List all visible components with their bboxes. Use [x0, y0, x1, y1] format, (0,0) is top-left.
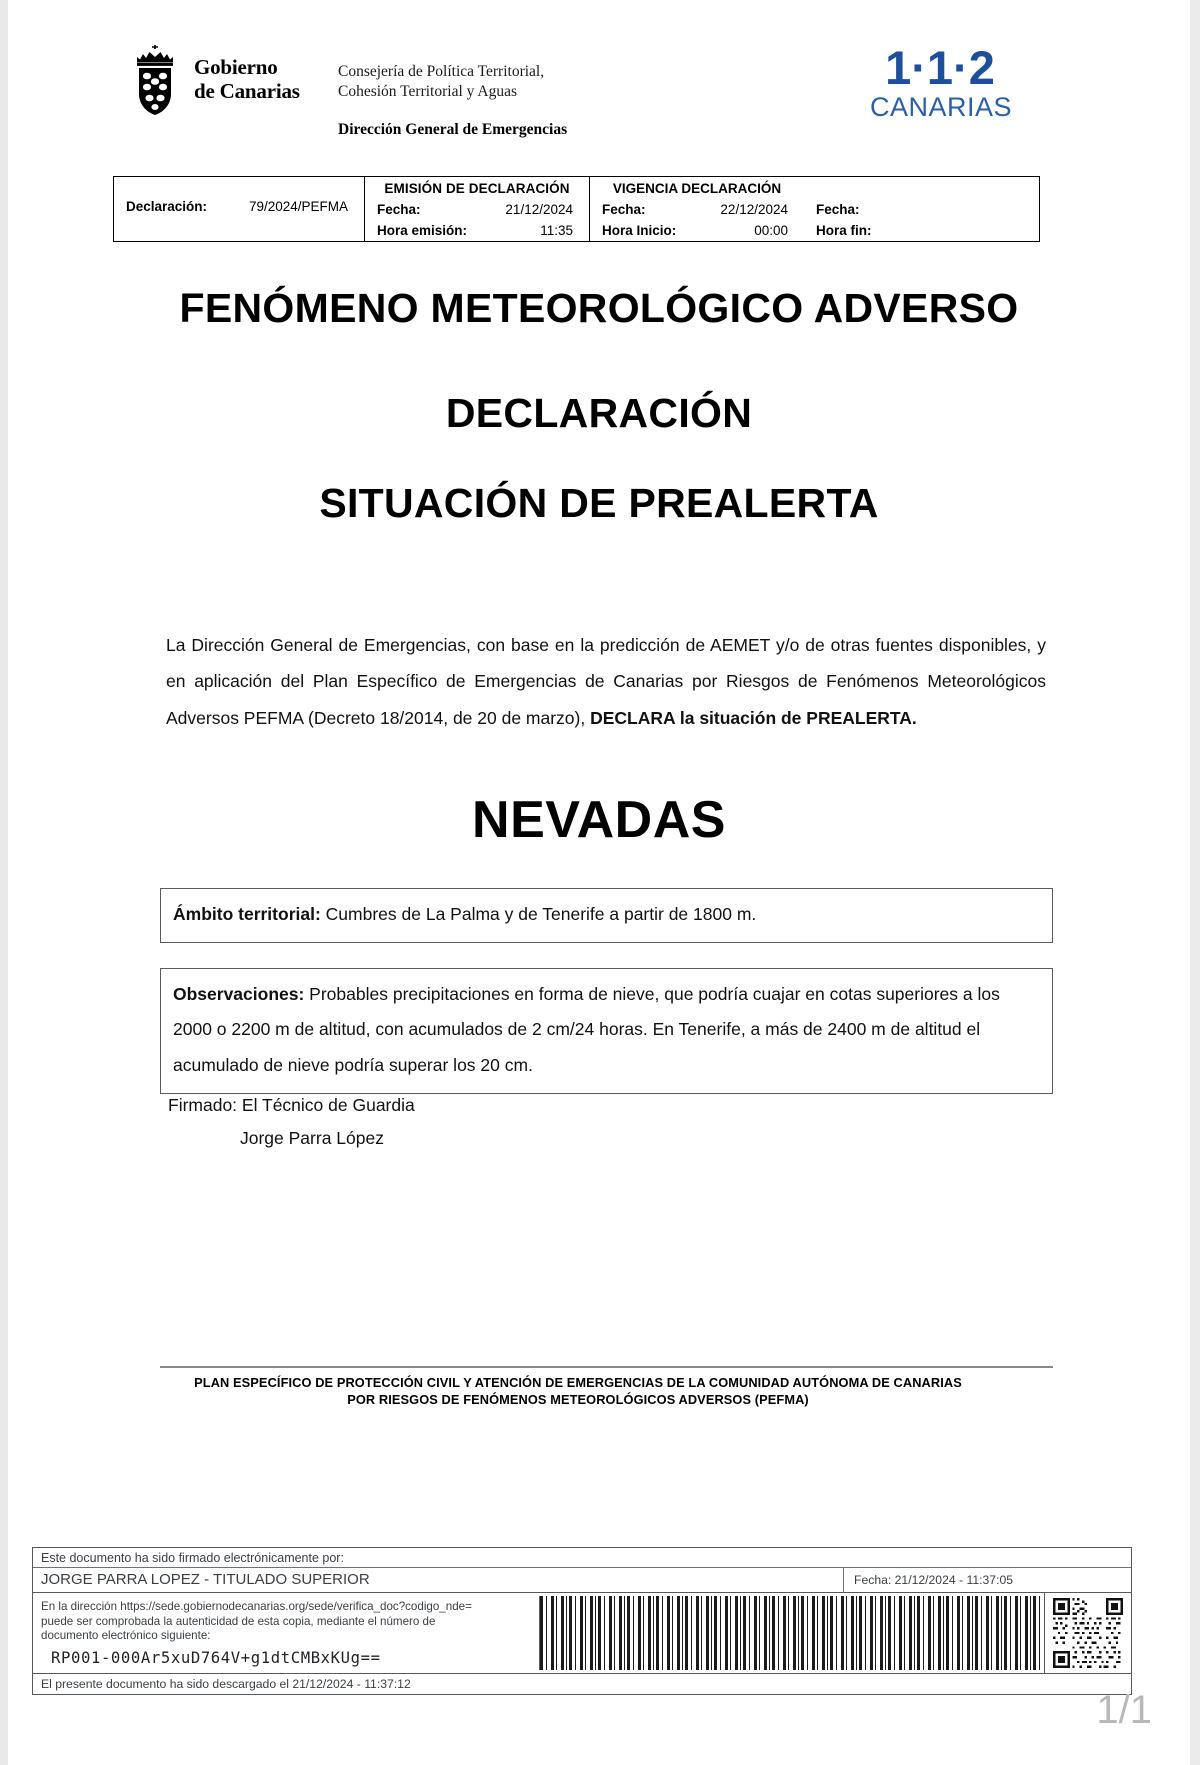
meta-col-vigencia-fin — [804, 177, 1036, 241]
esign-downloaded: El presente documento ha sido descargado el 21/12/2024 - 11:37:12 — [41, 1676, 411, 1691]
vigencia-fin-fecha-row — [804, 199, 1036, 220]
observaciones-label: Observaciones: — [173, 984, 305, 1004]
112-canarias-logo — [870, 41, 1013, 123]
declaracion-label: Declaración: — [126, 199, 208, 214]
paragraph-text: La Dirección General de Emergencias, con base en la predicción de AEMET y/o de otras fuentes disponibles, y en aplicación del Plan Específico de Emergencias de Canarias por Riesgos de Fenómenos Meteorológicos Adversos PEFMA (Decreto 18/2014, de 20 de marzo), — [166, 635, 1046, 728]
declaracion-row — [114, 196, 364, 217]
emision-hora-row — [365, 220, 589, 241]
page-indicator: 1/1 — [1096, 1688, 1152, 1732]
footer-line-2: POR RIESGOS DE FENÓMENOS METEOROLÓGICOS ADVERSOS (PEFMA) — [347, 1392, 809, 1408]
observaciones-text: Probables precipitaciones en forma de nieve, que podría cuajar en cotas superiores a los 2000 o 2200 m de altitud, con acumulados de 2 cm/24 horas. En Tenerife, a más de 2400 m de altitud el acumulado de nieve podría superar los 20 cm. — [173, 984, 1000, 1075]
vigencia-fin-hora-label: Hora fin: — [816, 223, 872, 239]
vigencia-fin-fecha-label: Fecha: — [816, 202, 860, 217]
paragraph-bold-text: DECLARA la situación de PREALERTA. — [590, 707, 917, 728]
112-canarias-word: CANARIAS — [870, 92, 1013, 122]
meta-col-emision — [364, 177, 589, 241]
footer-divider — [160, 1366, 1053, 1368]
page-right-margin — [1190, 0, 1200, 1765]
gobierno-de-canarias-logo — [128, 44, 300, 116]
document-header — [8, 36, 1190, 146]
declaration-meta-table — [113, 176, 1040, 242]
meta-col-declaracion — [114, 177, 364, 241]
gov-line-2: de Canarias — [194, 79, 300, 103]
declaracion-value: 79/2024/PEFMA — [248, 199, 348, 214]
vigencia-inicio-fecha-row — [590, 199, 804, 220]
vigencia-inicio-fecha-label: Fecha: — [602, 202, 646, 217]
emision-fecha-row — [365, 199, 589, 220]
esign-verify-info — [33, 1593, 539, 1673]
esign-document-code: RP001-000Ar5xuD764V+g1dtCMBxKUg== — [51, 1648, 381, 1667]
footer-line-1: PLAN ESPECÍFICO DE PROTECCIÓN CIVIL Y ATENCIÓN DE EMERGENCIAS DE LA COMUNIDAD AUTÓNOMA DE CANARIAS — [194, 1375, 962, 1390]
emision-fecha-value: 21/12/2024 — [505, 202, 573, 217]
consejeria-name — [338, 62, 544, 102]
consejeria-line-1: Consejería de Política Territorial, — [338, 63, 545, 80]
vigencia-fin-fecha-value — [1020, 200, 1028, 219]
barcode-image — [539, 1596, 1044, 1670]
esign-signer-name: JORGE PARRA LOPEZ - TITULADO SUPERIOR — [41, 1571, 370, 1588]
declaration-paragraph — [166, 627, 1046, 736]
qr-code-icon — [1053, 1598, 1123, 1668]
observaciones-box — [160, 968, 1053, 1094]
qr-code-image — [1044, 1593, 1131, 1673]
esign-signer-row — [33, 1568, 1131, 1593]
vigencia-title-spacer — [804, 177, 1036, 199]
title-situacion-de-prealerta: SITUACIÓN DE PREALERTA — [319, 480, 879, 526]
112-number: 1·1·2 — [885, 41, 995, 94]
emision-hora-value: 11:35 — [540, 223, 573, 239]
ambito-territorial-box — [160, 888, 1053, 943]
vigencia-fin-hora-row — [804, 220, 1036, 241]
electronic-signature-block — [32, 1547, 1132, 1695]
emision-hora-label: Hora emisión: — [377, 223, 468, 239]
gobierno-canarias-wordmark — [194, 56, 300, 103]
document-sheet — [8, 0, 1190, 1765]
footer-plan-text — [113, 1374, 1043, 1409]
title-fenomeno-meteorologico-adverso: FENÓMENO METEOROLÓGICO ADVERSO — [179, 285, 1019, 331]
emision-fecha-label: Fecha: — [377, 202, 421, 217]
consejeria-line-2: Cohesión Territorial y Aguas — [338, 82, 518, 100]
meta-table-row — [114, 177, 1039, 241]
gov-line-1: Gobierno — [194, 55, 278, 80]
esign-intro: Este documento ha sido firmado electrónicamente por: — [33, 1548, 1131, 1568]
firmante-name: Jorge Parra López — [240, 1128, 384, 1148]
esign-verify-line-3: documento electrónico siguiente: — [41, 1629, 211, 1643]
direccion-general-emergencias: Dirección General de Emergencias — [338, 121, 568, 138]
esign-date: Fecha: 21/12/2024 - 11:37:05 — [843, 1568, 1131, 1592]
title-declaracion: DECLARACIÓN — [445, 390, 753, 436]
page-left-margin — [0, 0, 8, 1765]
meta-col-vigencia-inicio — [589, 177, 804, 241]
vigencia-inicio-hora-label: Hora Inicio: — [602, 223, 677, 239]
vigencia-fin-hora-value — [1020, 221, 1028, 240]
emision-title: EMISIÓN DE DECLARACIÓN — [384, 181, 570, 196]
esign-verify-line-1: En la dirección https://sede.gobiernodecanarias.org/sede/verifica_doc?codigo_nde= — [41, 1600, 472, 1613]
ambito-text: Cumbres de La Palma y de Tenerife a partir de 1800 m. — [320, 904, 757, 924]
firmado-label: Firmado: El Técnico de Guardia — [168, 1095, 415, 1115]
vigencia-inicio-hora-row — [590, 220, 804, 241]
esign-verify-line-2: puede ser comprobada la autenticidad de esta copia, mediante el número de — [41, 1614, 436, 1628]
phenomenon-title: NEVADAS — [472, 791, 726, 849]
esign-verify-row — [33, 1593, 1131, 1674]
ambito-label: Ámbito territorial: — [173, 904, 321, 924]
vigencia-inicio-hora-value: 00:00 — [754, 223, 788, 239]
vigencia-title: VIGENCIA DECLARACIÓN — [612, 181, 782, 196]
canary-islands-shield-icon — [128, 44, 182, 116]
vigencia-inicio-fecha-value: 22/12/2024 — [720, 202, 788, 217]
